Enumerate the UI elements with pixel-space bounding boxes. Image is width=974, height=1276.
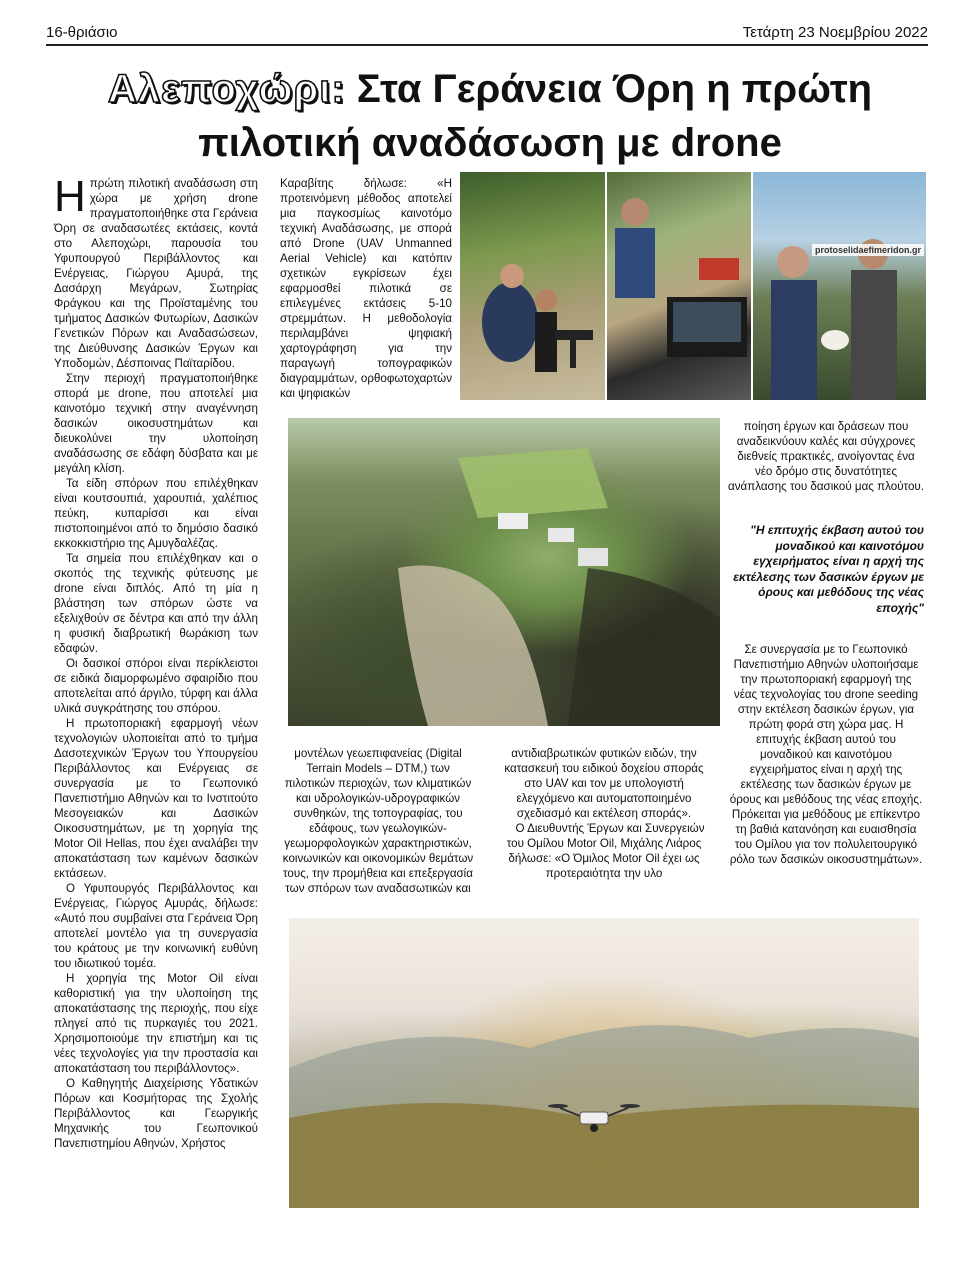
photo-laptop-operator [607,172,751,400]
paragraph: Στην περιοχή πραγματοποιήθηκε σπορά με drone, που αποτελεί μια καινοτόμο τεχνική στην αναγέννηση δασικών οικοσυστημάτων και διευκολύνει την υλοποίηση αναδάσωσης σε εδάφη δύσβατα και με μεγάλη κλίση. [54,372,258,475]
paragraph: Καραβίτης δήλωσε: «Η προτεινόμενη μέθοδος αποτελεί μια παγκοσμίως καινοτόμο τεχνική Αναδάσωσης, με σπορά από Drone (UAV Unmanned Aerial Vehicle) και κατόπιν σχετικών εγκρίσεων έχει εφαρμοσθεί πιλοτικά σε επιλεγμένες εκτάσεις 5-10 στρεμμάτων. Η μεθοδολογία περιλαμβάνει ψηφιακή χαρτογράφηση για την παραγωγή τοπογραφικών διαγραμμάτων, ορθοφωτοχαρτών και ψηφιακών [280,177,452,400]
paragraph: ποίηση έργων και δράσεων που αναδεικνύουν καλές και σύγχρονες διεθνείς πρακτικές, ανοίγοντας ένα νέο δρόμο στις δυνατότητες ανάπλασης του δασικού μας πλούτου. [728,420,924,493]
photo-minister-seeds [753,172,926,400]
watermark-site: protoselidaefimeridon.gr [812,244,924,256]
article-headline [70,62,910,170]
photo-drone-over-forest [289,918,919,1208]
paragraph: Τα σημεία που επιλέχθηκαν και ο σκοπός της τεχνικής φύτευσης με drone είναι διπλός. Από τη μία η βλάστηση των σπόρων ώστε να εξελιχθούν σε δέντρα και από την άλλη η φυσική διαβρωτική θωράκιση των εδαφών. [54,552,258,655]
article-column-2-bottom [280,746,476,896]
article-column-3-bottom [500,746,708,881]
headline-kicker: Αλεποχώρι: [107,67,346,111]
paragraph: Σε συνεργασία με το Γεωπονικό Πανεπιστήμιο Αθηνών υλοποιήσαμε την πρωτοποριακή εφαρμογή της νέας τεχνολογίας του drone seeding στην εκτέλεση δασικών έργων, για πρώτη φορά στη χώρα μας. Η επιτυχής έκβαση αυτού του μοναδικού και καινοτόμου εγχειρήματος είναι η αρχή της εκτέλεσης των δασικών έργων με όρους και μεθόδους της νέας εποχής. Πρόκειται για μεθόδους με επίκεντρο τη βαθιά κατανόηση και ευαισθησία του Ομίλου για τον πολυλειτουργικό ρόλο των δασικών οικοσυστημάτων». [729,643,923,866]
paragraph: Η πρωτοποριακή εφαρμογή νέων τεχνολογιών υλοποιείται από το τμήμα Δασοτεχνικών Έργων του Υπουργείου Περιβάλλοντος και Ενέργειας σε συνεργασία με το Γεωπονικό Πανεπιστήμιο Αθηνών και το Ινστιτούτο Μεσογειακών και Δασικών Οικοσυστημάτων, με τη χορηγία της Motor Oil Hellas, που έχει αναλάβει την αποκατάσταση των καμένων δασικών εκτάσεων. [54,717,258,880]
issue-date: Τετάρτη 23 Νοεμβρίου 2022 [742,24,928,41]
drop-cap: Η [54,172,86,221]
paragraph: Η χορηγία της Motor Oil είναι καθοριστική για την υλοποίηση της αποκατάστασης της περιοχής, που είχε πληγεί από τις πυρκαγιές του 2021. Χρησιμοποιούμε την επιστήμη και τις νέες τεχνολογίες για την προστασία και αποκατάσταση του περιβάλλοντος». [54,972,258,1075]
headline-line1: Στα Γεράνεια Όρη η πρώτη [345,67,873,111]
article-column-2-top [280,176,452,401]
paragraph-lead: Ηπρώτη πιλοτική αναδάσωση στη χώρα με χρήση drone πραγματοποιήθηκε στα Γεράνεια Όρη σε αναδασωτέες εκτάσεις, κοντά στο Αλεποχώρι, παρουσία του Υφυπουργού Περιβάλλοντος και Ενέργειας, Γιώργου Αμυρά, της Δασάρχη Μεγάρων, Σωτηρίας Φράγκου και της Προϊσταμένης του τμήματος Δασικών Φυτωρίων, Δασικών Γενετικών Πόρων και Αναδασώσεων, της Διεύθυνσης Δασικών Έργων και Υποδομών, Δέσποινας Παϊταρίδου. [54,172,258,370]
photo-aerial-reforestation-site [288,418,720,726]
page-number-section: 16-θριάσιο [46,24,118,41]
paragraph: Οι δασικοί σπόροι είναι περίκλειστοι σε ειδικά διαμορφωμένο σφαιρίδιο που αποτελείται από άργιλο, τύρφη και άλλα υλικά συγκράτησης του σπόρου. [54,657,258,715]
article-column-1 [54,172,258,1151]
paragraph: μοντέλων γεωεπιφανείας (Digital Terrain Models – DTM,) των πιλοτικών περιοχών, των κλιματικών και υδρολογικών-υδρογραφικών συνθηκών, της τοπογραφίας, του εδάφους, των γεωλογικών-γεωμορφολογικών χαρακτηριστικών, κοινωνικών και οικονομικών θεμάτων τους, την προμήθεια και επεξεργασία των σπόρων των αναδασωτικών και [282,747,474,895]
page-header [46,22,928,46]
photo-drone-team [460,172,605,400]
paragraph: Ο Διευθυντής Έργων και Συνεργειών του Ομίλου Motor Oil, Μιχάλης Λιάρος δήλωσε: «Ο Όμιλος Motor Oil έχει ως προτεραιότητα την υλο [506,822,705,880]
pull-quote: "Η επιτυχής έκβαση αυτού του μοναδικού και καινοτόμου εγχειρήματος είναι η αρχή της εκτέλεσης των δασικών έργων με όρους και μεθόδους της νέας εποχής" [733,523,924,615]
article-column-4-top [728,419,924,494]
paragraph: Τα είδη σπόρων που επιλέχθηκαν είναι κουτσουπιά, χαρουπιά, χαλέπιος πεύκη, κυπαρίσσι και είναι πιστοποιημένοι από το δημόσιο δασικό εκκοκκιστήριο της Αμυγδαλέζας. [54,477,258,550]
headline-line2: πιλοτική αναδάσωση με drone [198,121,782,165]
paragraph: αντιδιαβρωτικών φυτικών ειδών, την κατασκευή του ειδικού δοχείου σποράς στο UAV και τον με υπολογιστή ελεγχόμενο και αυτοματοποιημένο σχεδιασμό και εκτέλεση σποράς». [504,747,704,820]
article-column-4-bottom [728,642,924,867]
paragraph: Ο Υφυπουργός Περιβάλλοντος και Ενέργειας, Γιώργος Αμυράς, δήλωσε: «Αυτό που συμβαίνει στα Γεράνεια Όρη αποτελεί μοντέλο για τη συνεργασία του κράτους με την κοινωνική ευθύνη του ιδιωτικού τομέα. [54,882,258,970]
paragraph: Ο Καθηγητής Διαχείρισης Υδατικών Πόρων και Κοσμήτορας της Σχολής Περιβάλλοντος και Γεωργικής Μηχανικής του Γεωπονικού Πανεπιστημίου Αθηνών, Χρήστος [54,1077,258,1150]
